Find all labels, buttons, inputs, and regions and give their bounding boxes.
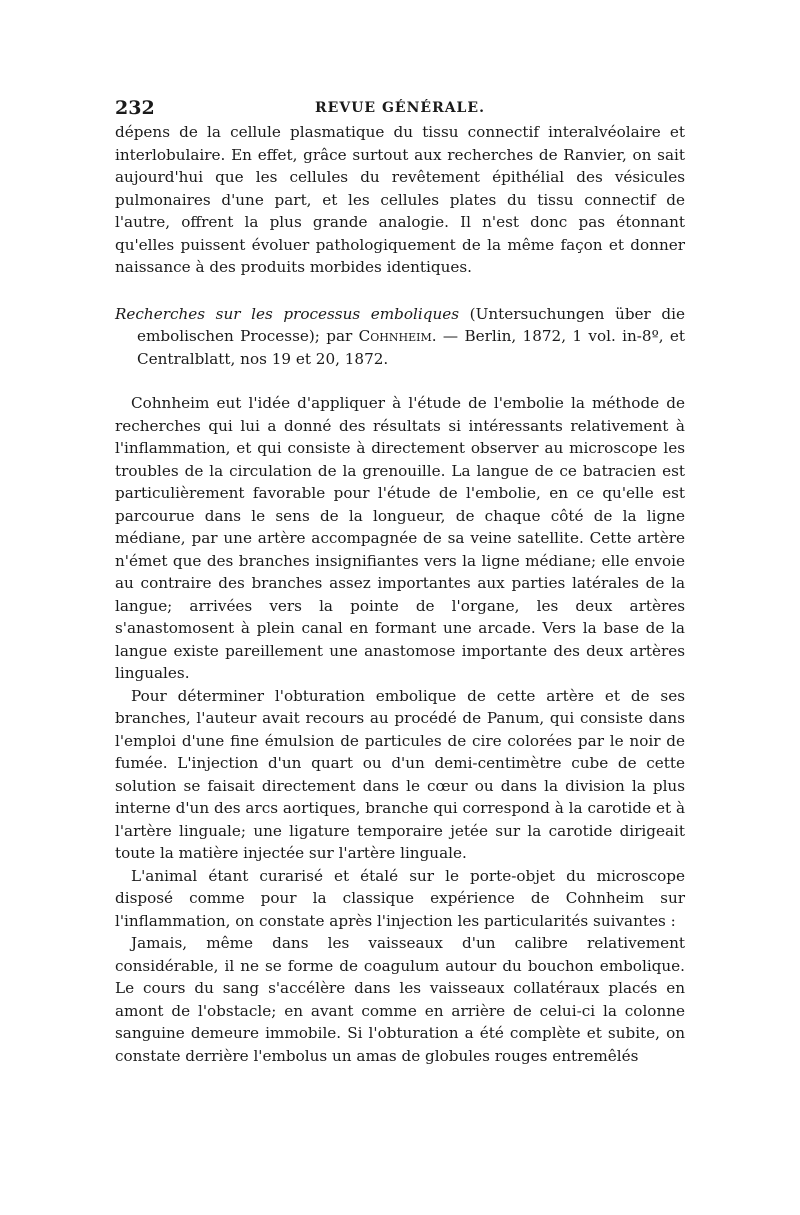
biblio-title: Recherches sur les processus emboliques xyxy=(115,304,460,323)
biblio-author: Cohnheim xyxy=(358,327,432,345)
page-number: 232 xyxy=(115,97,155,119)
bibliographic-entry xyxy=(115,303,685,371)
paragraph-observation: L'animal étant curarisé et étalé sur le porte-objet du microscope disposé comme pour la classique expérience de Cohnheim sur l'inflammation, on constate après l'injection les particularités suivantes : xyxy=(115,866,685,930)
body-text xyxy=(115,121,685,1067)
paragraph-results: Jamais, même dans les vaisseaux d'un calibre relativement considérable, il ne se forme de coagulum autour du bouchon embolique. Le cours du sang s'accélère dans les vaisseaux collatéraux placés en amont de l'obstacle; en avant comme en arrière de celui-ci la colonne sanguine demeure immobile. Si l'obturation a été complète et subite, on constate derrière l'embolus un amas de globules rouges entremêlés xyxy=(115,934,685,1065)
biblio-details-2: . — Berlin, 1872, 1 vol. in-8º, et Centralblatt, nos 19 et 20, 1872. xyxy=(137,327,685,368)
biblio-details-1: (Untersuchungen über die embolischen Processe); par xyxy=(137,304,685,345)
paragraph-continuation: dépens de la cellule plasmatique du tissu connectif interalvéolaire et interlobulaire. En effet, grâce surtout aux recherches de Ranvier, on sait aujourd'hui que les cellules du revêtement épithélial des vésicules pulmonaires d'une part, et les cellules plates du tissu connectif de l'autre, offrent la plus grande analogie. Il n'est donc pas étonnant qu'elles puissent évoluer pathologiquement de la même façon et donner naissance à des produits morbides identiques. xyxy=(115,123,685,276)
book-page xyxy=(115,95,685,1067)
paragraph-method: Cohnheim eut l'idée d'appliquer à l'étude de l'embolie la méthode de recherches qui lui a donné des résultats si intéressants relativement à l'inflammation, et qui consiste à directement observer au microscope les troubles de la circulation de la grenouille. La langue de ce batracien est particulièrement favorable pour l'étude de l'embolie, en ce qu'elle est parcourue dans le sens de la longueur, de chaque côté de la ligne médiane, par une artère accompagnée de sa veine satellite. Cette artère n'émet que des branches insignifiantes vers la ligne médiane; elle envoie au contraire des branches assez importantes aux parties latérales de la langue; arrivées vers la pointe de l'organe, les deux artères s'anastomosent à plein canal en formant une arcade. Vers la base de la langue existe pareillement une anastomose importante des deux artères linguales. xyxy=(115,394,685,682)
paragraph-procedure: Pour déterminer l'obturation embolique de cette artère et de ses branches, l'auteur avait recours au procédé de Panum, qui consiste dans l'emploi d'une fine émulsion de particules de cire colorées par le noir de fumée. L'injection d'un quart ou d'un demi-centimètre cube de cette solution se faisait directement dans le cœur ou dans la division la plus interne d'un des arcs aortiques, branche qui correspond à la carotide et à l'artère linguale; une ligature temporaire jetée sur la carotide dirigeait toute la matière injectée sur l'artère linguale. xyxy=(115,686,685,862)
page-header xyxy=(115,95,685,121)
running-head: REVUE GÉNÉRALE. xyxy=(315,100,485,116)
